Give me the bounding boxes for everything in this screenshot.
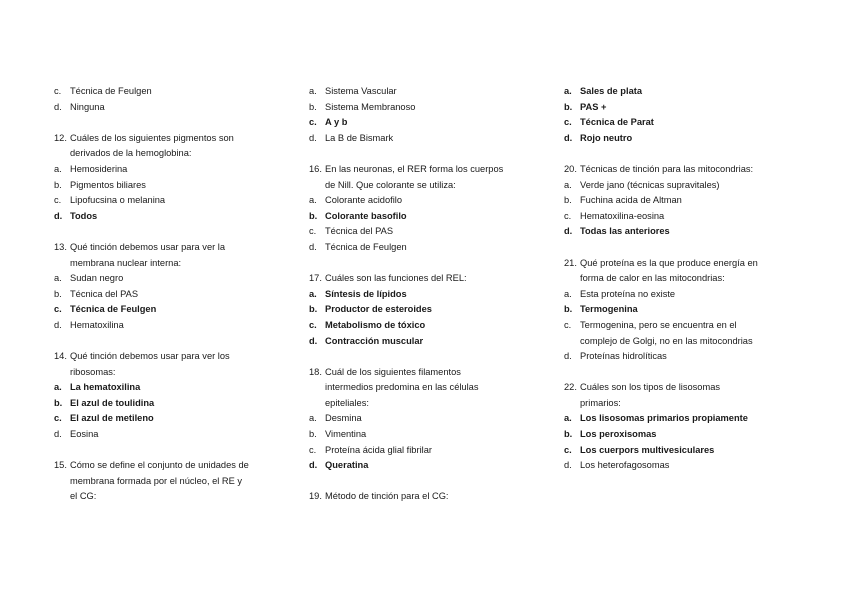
line-text: Técnica de Parat bbox=[580, 117, 654, 128]
line-marker: a. bbox=[54, 382, 62, 393]
line-text: ribosomas: bbox=[70, 366, 116, 377]
option-line bbox=[54, 411, 279, 427]
option-line bbox=[54, 209, 279, 225]
question-line bbox=[54, 240, 279, 256]
line-marker: b. bbox=[309, 304, 318, 315]
line-text: Técnica del PAS bbox=[325, 226, 394, 237]
column-1 bbox=[54, 84, 279, 505]
option-line bbox=[309, 334, 534, 350]
line-text: El azul de toulidina bbox=[70, 397, 155, 408]
line-marker: b. bbox=[309, 429, 317, 440]
line-text: intermedios predomina en las células bbox=[325, 382, 479, 393]
line-marker: a. bbox=[309, 413, 317, 424]
line-text: La hematoxilina bbox=[70, 382, 141, 393]
paragraph-gap bbox=[309, 256, 534, 272]
paragraph-gap bbox=[309, 474, 534, 490]
line-text: Qué tinción debemos usar para ver la bbox=[70, 241, 226, 252]
line-marker: a. bbox=[564, 413, 572, 424]
column-2 bbox=[309, 84, 534, 505]
option-line bbox=[309, 302, 534, 318]
line-text: Verde jano (técnicas supravitales) bbox=[580, 179, 720, 190]
line-text: Técnica de Feulgen bbox=[325, 241, 407, 252]
option-line bbox=[309, 458, 534, 474]
line-marker: c. bbox=[309, 444, 317, 455]
line-text: Queratina bbox=[325, 460, 369, 471]
option-line bbox=[564, 458, 789, 474]
paragraph-gap bbox=[309, 146, 534, 162]
line-text: complejo de Golgi, no en las mitocondrias bbox=[580, 335, 753, 346]
line-marker: 20. bbox=[564, 163, 577, 174]
question-line bbox=[309, 489, 534, 505]
question-line bbox=[564, 162, 789, 178]
line-text: Colorante acidofilo bbox=[325, 195, 403, 206]
question-line bbox=[54, 458, 279, 474]
line-marker: a. bbox=[309, 195, 317, 206]
line-marker: 13. bbox=[54, 241, 67, 252]
line-text: Sistema Membranoso bbox=[325, 101, 416, 112]
line-marker: 16. bbox=[309, 163, 322, 174]
line-marker: a. bbox=[54, 273, 62, 284]
paragraph-gap bbox=[54, 443, 279, 459]
line-marker: c. bbox=[564, 319, 572, 330]
line-text: Eosina bbox=[70, 429, 99, 440]
line-marker: b. bbox=[564, 304, 573, 315]
line-text: Hematoxilina bbox=[70, 319, 124, 330]
line-marker: a. bbox=[564, 179, 572, 190]
option-line bbox=[564, 318, 789, 334]
line-text: Colorante basofilo bbox=[325, 210, 407, 221]
line-text: Los heterofagosomas bbox=[580, 460, 670, 471]
line-text: Hematoxilina-eosina bbox=[580, 210, 665, 221]
line-text: epiteliales: bbox=[325, 397, 369, 408]
line-marker: d. bbox=[564, 226, 573, 237]
line-text: Sales de plata bbox=[580, 86, 643, 96]
option-line bbox=[564, 115, 789, 131]
line-text: Cuáles son los tipos de lisosomas bbox=[580, 382, 721, 393]
line-text: Termogenina, pero se encuentra en el bbox=[580, 319, 737, 330]
line-text: Sudan negro bbox=[70, 273, 124, 284]
line-marker: b. bbox=[564, 101, 573, 112]
continuation-line bbox=[54, 256, 279, 272]
option-line bbox=[54, 318, 279, 334]
option-line bbox=[309, 209, 534, 225]
line-text: Hemosiderina bbox=[70, 163, 128, 174]
option-line bbox=[564, 100, 789, 116]
line-marker: d. bbox=[309, 335, 318, 346]
line-marker: b. bbox=[309, 101, 317, 112]
line-text: membrana nuclear interna: bbox=[70, 257, 182, 268]
line-text: Ninguna bbox=[70, 101, 105, 112]
option-line bbox=[309, 193, 534, 209]
line-text: Productor de esteroides bbox=[325, 304, 432, 315]
line-text: Cuáles son las funciones del REL: bbox=[325, 273, 467, 284]
line-text: Rojo neutro bbox=[580, 132, 633, 143]
line-text: forma de calor en las mitocondrias: bbox=[580, 273, 725, 284]
line-marker: c. bbox=[564, 117, 572, 128]
line-text: Los peroxisomas bbox=[580, 429, 657, 440]
option-line bbox=[54, 396, 279, 412]
line-text: el CG: bbox=[70, 491, 97, 502]
line-marker: d. bbox=[564, 132, 573, 143]
option-line bbox=[309, 84, 534, 100]
option-line bbox=[564, 302, 789, 318]
line-marker: a. bbox=[564, 86, 572, 96]
option-line bbox=[564, 193, 789, 209]
question-line bbox=[309, 162, 534, 178]
column-3 bbox=[564, 84, 789, 474]
line-text: Síntesis de lípidos bbox=[325, 288, 407, 299]
option-line bbox=[564, 178, 789, 194]
continuation-line bbox=[309, 178, 534, 194]
line-marker: d. bbox=[54, 319, 62, 330]
line-text: Metabolismo de tóxico bbox=[325, 319, 426, 330]
continuation-line bbox=[564, 334, 789, 350]
line-text: El azul de metileno bbox=[70, 413, 154, 424]
continuation-line bbox=[309, 396, 534, 412]
line-marker: b. bbox=[54, 397, 63, 408]
option-line bbox=[309, 411, 534, 427]
paragraph-gap bbox=[54, 334, 279, 350]
option-line bbox=[54, 287, 279, 303]
line-text: Técnica del PAS bbox=[70, 288, 139, 299]
line-marker: c. bbox=[54, 195, 62, 206]
option-line bbox=[54, 193, 279, 209]
line-text: La B de Bismark bbox=[325, 132, 394, 143]
line-text: Pigmentos biliares bbox=[70, 179, 146, 190]
line-text: Qué tinción debemos usar para ver los bbox=[70, 351, 230, 362]
line-text: Contracción muscular bbox=[325, 335, 424, 346]
line-text: Técnica de Feulgen bbox=[70, 304, 157, 315]
option-line bbox=[564, 443, 789, 459]
option-line bbox=[54, 302, 279, 318]
line-marker: d. bbox=[309, 241, 317, 252]
option-line bbox=[564, 427, 789, 443]
line-text: de Nill. Que colorante se utiliza: bbox=[325, 179, 456, 190]
line-text: Cómo se define el conjunto de unidades de bbox=[70, 460, 249, 471]
option-line bbox=[309, 318, 534, 334]
line-text: Termogenina bbox=[580, 304, 638, 315]
line-marker: 19. bbox=[309, 491, 322, 502]
option-line bbox=[309, 427, 534, 443]
option-line bbox=[564, 349, 789, 365]
option-line bbox=[309, 287, 534, 303]
line-text: Todos bbox=[70, 210, 98, 221]
line-marker: a. bbox=[564, 288, 572, 299]
line-marker: a. bbox=[309, 288, 317, 299]
line-marker: d. bbox=[54, 429, 62, 440]
line-text: derivados de la hemoglobina: bbox=[70, 148, 192, 159]
line-marker: 12. bbox=[54, 132, 67, 143]
paragraph-gap bbox=[564, 240, 789, 256]
continuation-line bbox=[54, 146, 279, 162]
line-marker: 15. bbox=[54, 460, 67, 471]
line-marker: 21. bbox=[564, 257, 577, 268]
continuation-line bbox=[54, 489, 279, 505]
line-text: Esta proteína no existe bbox=[580, 288, 676, 299]
line-text: PAS + bbox=[580, 101, 607, 112]
line-marker: b. bbox=[564, 195, 572, 206]
line-marker: c. bbox=[564, 210, 572, 221]
line-marker: 14. bbox=[54, 351, 67, 362]
option-line bbox=[564, 131, 789, 147]
line-marker: a. bbox=[54, 163, 62, 174]
question-line bbox=[54, 349, 279, 365]
line-marker: d. bbox=[309, 460, 318, 471]
continuation-line bbox=[54, 474, 279, 490]
line-marker: d. bbox=[564, 351, 572, 362]
line-text: Desmina bbox=[325, 413, 362, 424]
line-marker: 18. bbox=[309, 366, 322, 377]
line-marker: a. bbox=[309, 86, 317, 96]
line-text: Proteínas hidrolíticas bbox=[580, 351, 667, 362]
line-marker: b. bbox=[564, 429, 573, 440]
option-line bbox=[54, 162, 279, 178]
line-marker: c. bbox=[309, 117, 317, 128]
paragraph-gap bbox=[564, 146, 789, 162]
question-line bbox=[54, 131, 279, 147]
option-line bbox=[54, 100, 279, 116]
line-text: primarios: bbox=[580, 397, 621, 408]
line-marker: c. bbox=[564, 444, 572, 455]
continuation-line bbox=[309, 380, 534, 396]
line-marker: d. bbox=[54, 101, 62, 112]
option-line bbox=[54, 380, 279, 396]
line-text: Método de tinción para el CG: bbox=[325, 491, 449, 502]
option-line bbox=[54, 84, 279, 100]
option-line bbox=[564, 224, 789, 240]
line-text: Técnica de Feulgen bbox=[70, 86, 152, 96]
option-line bbox=[309, 131, 534, 147]
option-line bbox=[54, 427, 279, 443]
line-marker: d. bbox=[564, 460, 572, 471]
line-marker: d. bbox=[54, 210, 63, 221]
line-text: En las neuronas, el RER forma los cuerpos bbox=[325, 163, 504, 174]
line-marker: 22. bbox=[564, 382, 577, 393]
line-text: Proteína ácida glial fibrilar bbox=[325, 444, 432, 455]
line-text: Fuchina acida de Altman bbox=[580, 195, 682, 206]
option-line bbox=[309, 115, 534, 131]
line-marker: b. bbox=[54, 288, 62, 299]
paragraph-gap bbox=[564, 365, 789, 381]
line-text: membrana formada por el núcleo, el RE y bbox=[70, 475, 243, 486]
line-marker: c. bbox=[54, 304, 62, 315]
question-line bbox=[564, 380, 789, 396]
continuation-line bbox=[54, 365, 279, 381]
line-marker: c. bbox=[309, 319, 317, 330]
option-line bbox=[309, 240, 534, 256]
line-text: Sistema Vascular bbox=[325, 86, 397, 96]
question-line bbox=[564, 256, 789, 272]
continuation-line bbox=[564, 271, 789, 287]
question-line bbox=[309, 365, 534, 381]
option-line bbox=[54, 271, 279, 287]
line-marker: c. bbox=[54, 413, 62, 424]
line-marker: d. bbox=[309, 132, 317, 143]
paragraph-gap bbox=[54, 115, 279, 131]
option-line bbox=[564, 84, 789, 100]
line-marker: c. bbox=[54, 86, 62, 96]
option-line bbox=[54, 178, 279, 194]
line-text: Técnicas de tinción para las mitocondrias: bbox=[580, 163, 754, 174]
line-marker: b. bbox=[54, 179, 62, 190]
line-text: Qué proteína es la que produce energía en bbox=[580, 257, 758, 268]
line-text: Cuál de los siguientes filamentos bbox=[325, 366, 461, 377]
option-line bbox=[309, 224, 534, 240]
line-marker: 17. bbox=[309, 273, 322, 284]
question-line bbox=[309, 271, 534, 287]
paragraph-gap bbox=[309, 349, 534, 365]
paragraph-gap bbox=[54, 224, 279, 240]
line-text: Todas las anteriores bbox=[580, 226, 670, 237]
line-text: Cuáles de los siguientes pigmentos son bbox=[70, 132, 234, 143]
continuation-line bbox=[564, 396, 789, 412]
line-text: Lipofucsina o melanina bbox=[70, 195, 166, 206]
option-line bbox=[309, 443, 534, 459]
option-line bbox=[564, 287, 789, 303]
option-line bbox=[309, 100, 534, 116]
option-line bbox=[564, 411, 789, 427]
option-line bbox=[564, 209, 789, 225]
line-text: Vimentina bbox=[325, 429, 367, 440]
line-text: A y b bbox=[325, 117, 348, 128]
line-marker: b. bbox=[309, 210, 318, 221]
line-text: Los lisosomas primarios propiamente bbox=[580, 413, 748, 424]
line-marker: c. bbox=[309, 226, 317, 237]
line-text: Los cuerpors multivesiculares bbox=[580, 444, 715, 455]
